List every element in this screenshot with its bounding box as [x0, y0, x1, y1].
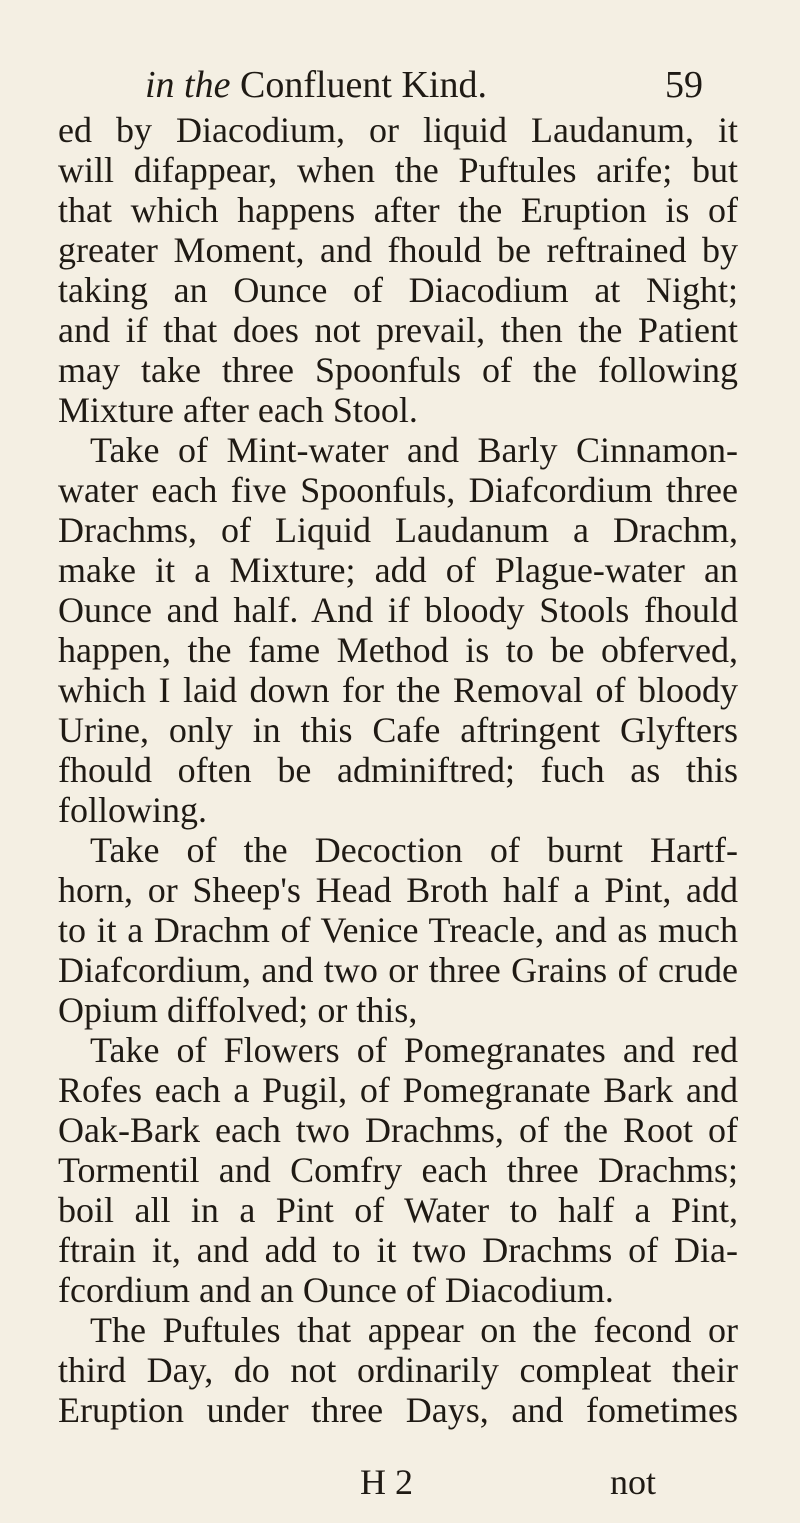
text-line: fcordium and an Ounce of Diacodium. [58, 1270, 614, 1310]
text-line: Mixture after each Stool. [58, 390, 418, 430]
catchword: not [610, 1462, 657, 1502]
signature-mark: H 2 [360, 1462, 413, 1502]
text-line: Oak-Bark each two Drachms, of the Root of [58, 1110, 738, 1150]
text-line: will difappear, when the Puftules arife; but [58, 150, 738, 190]
header-italic: in the [145, 64, 231, 106]
text-line: water each five Spoonfuls, Diafcordium three [58, 470, 738, 510]
text-line: Urine, only in this Cafe aftringent Glyfters [58, 710, 738, 750]
text-line: Take of the Decoction of burnt Hartf- [90, 830, 738, 870]
text-line: Eruption under three Days, and fometimes [58, 1390, 738, 1430]
text-line: which I laid down for the Removal of bloody [58, 670, 738, 710]
text-line: third Day, do not ordinarily compleat their [58, 1350, 738, 1390]
text-line: greater Moment, and fhould be reftrained by [58, 230, 738, 270]
text-line: Rofes each a Pugil, of Pomegranate Bark and [58, 1070, 738, 1110]
text-line: may take three Spoonfuls of the following [58, 350, 738, 390]
text-line: horn, or Sheep's Head Broth half a Pint, add [58, 870, 738, 910]
text-line: Take of Mint-water and Barly Cinnamon- [90, 430, 738, 470]
text-line: Opium diffolved; or this, [58, 990, 418, 1030]
page-number: 59 [665, 64, 703, 106]
text-line: Tormentil and Comfry each three Drachms; [58, 1150, 738, 1190]
text-line: to it a Drachm of Venice Treacle, and as much [58, 910, 738, 950]
text-line: make it a Mixture; add of Plague-water an [58, 550, 738, 590]
text-line: fhould often be adminiftred; fuch as this [58, 750, 738, 790]
text-line: Ounce and half. And if bloody Stools fhould [58, 590, 738, 630]
text-line: Drachms, of Liquid Laudanum a Drachm, [58, 510, 738, 550]
text-line: following. [58, 790, 207, 830]
text-line: happen, the fame Method is to be obferved, [58, 630, 738, 670]
text-line: ftrain it, and add to it two Drachms of Dia- [58, 1230, 738, 1270]
text-line: Take of Flowers of Pomegranates and red [90, 1030, 738, 1070]
text-line: boil all in a Pint of Water to half a Pint, [58, 1190, 738, 1230]
text-line: ed by Diacodium, or liquid Laudanum, it [58, 110, 738, 150]
header-title: Confluent Kind. [239, 64, 487, 106]
text-line: Diafcordium, and two or three Grains of crude [58, 950, 738, 990]
text-line: taking an Ounce of Diacodium at Night; [58, 270, 738, 310]
text-line: The Puftules that appear on the fecond or [90, 1310, 738, 1350]
text-line: that which happens after the Eruption is of [58, 190, 738, 230]
running-header [145, 62, 705, 108]
text-line: and if that does not prevail, then the Patient [58, 310, 738, 350]
